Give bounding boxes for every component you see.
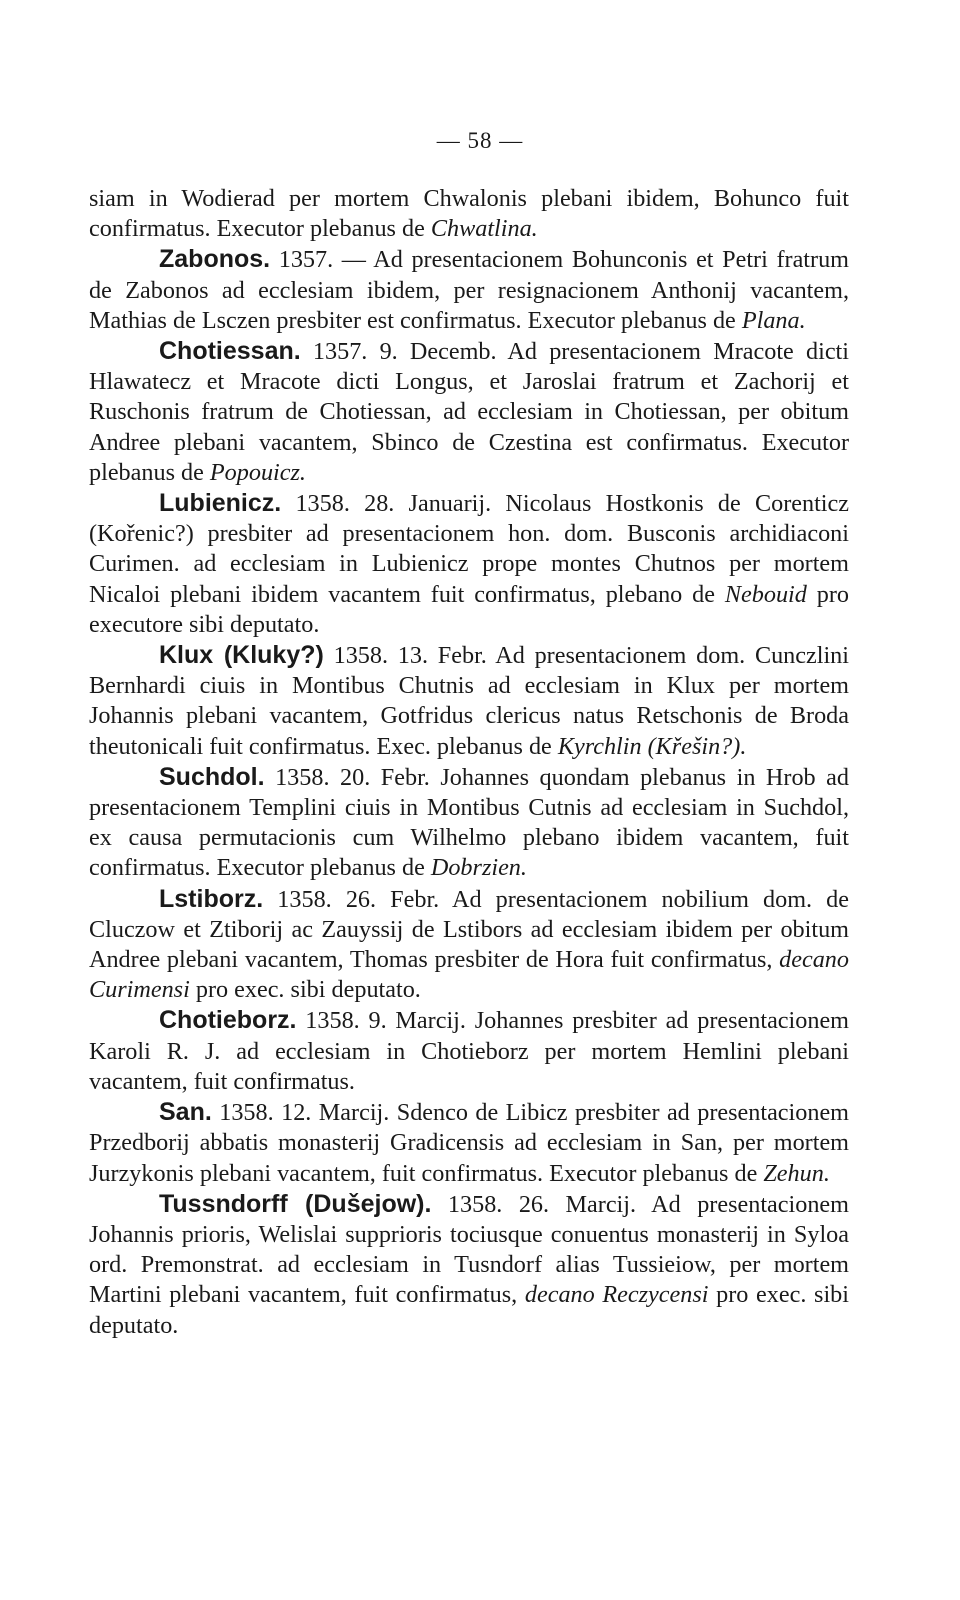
entry-paragraph	[89, 184, 849, 244]
place-heading: Klux (Kluky?)	[159, 641, 324, 670]
entry-text: 1358. 20. Febr. Johannes quondam plebanus in Hrob ad presentacionem Templini ciuis in Montibus Cutnis ad ecclesiam in Suchdol, ex causa permutacionis cum Wilhelmo plebano ibidem vacantem, fuit confirmatus. Executor plebanus de	[89, 763, 849, 882]
entry-paragraph	[89, 762, 849, 884]
italic-name: Zehun.	[763, 1159, 830, 1187]
place-heading: Chotiessan.	[159, 337, 301, 366]
entry-paragraph	[89, 488, 849, 640]
place-heading: San.	[159, 1098, 212, 1127]
entry-paragraph	[89, 884, 849, 1006]
entry-text: 1358. 12. Marcij. Sdenco de Libicz presbiter ad presentacionem Przedborij abbatis monasterij Gradicensis ad ecclesiam in San, per mortem Jurzykonis plebani vacantem, fuit confirmatus. Executor plebanus de	[89, 1099, 849, 1187]
entry-text: 1358. 9. Marcij. Johannes presbiter ad presentacionem Karoli R. J. ad ecclesiam in Chotieborz per mortem Hemlini plebani vacantem, fuit confirmatus.	[89, 1007, 849, 1095]
place-heading: Zabonos.	[159, 245, 271, 274]
entry-paragraph	[89, 244, 849, 336]
entry-text: pro exec. sibi deputato.	[89, 1281, 849, 1339]
italic-name: decano Reczycensi	[524, 1281, 709, 1309]
page-number: — 58 —	[436, 128, 524, 153]
italic-name: Kyrchlin (Křešin?).	[557, 732, 747, 760]
entry-text: siam in Wodierad per mortem Chwalonis plebani ibidem, Bohunco fuit confirmatus. Executor plebanus de	[89, 185, 849, 243]
entry-text: 1358. 28. Januarij. Nicolaus Hostkonis de Corenticz (Kořenic?) presbiter ad presentacionem hon. dom. Busconis archidiaconi Curimen. ad ecclesiam in Lubienicz prope montes Chutnos per mortem Nicaloi plebani ibidem vacantem fuit confirmatus, plebano de	[89, 490, 849, 608]
entry-paragraph	[89, 1005, 849, 1097]
page-text	[89, 184, 849, 1341]
entry-paragraph	[89, 640, 849, 762]
place-heading: Chotieborz.	[159, 1006, 297, 1035]
italic-name: decano Curimensi	[89, 946, 849, 1004]
entry-text: 1358. 26. Marcij. Ad presentacionem Johannis prioris, Welislai supprioris tociusque conuentus monasterij in Syloa ord. Premonstrat. ad ecclesiam in Tusndorf alias Tussieiow, per mortem Martini plebani vacantem, fuit confirmatus,	[89, 1190, 849, 1309]
entry-text: pro exec. sibi deputato.	[189, 976, 421, 1004]
italic-name: Popouicz.	[209, 458, 306, 486]
entry-paragraph	[89, 1097, 849, 1189]
entry-paragraph	[89, 1189, 849, 1341]
italic-name: Chwatlina.	[430, 215, 538, 243]
entry-text: 1357. — Ad presentacionem Bohunconis et Petri fratrum de Zabonos ad ecclesiam ibidem, per resignacionem Anthonij vacantem, Mathias de Lsczen presbiter est confirmatus. Executor plebanus de	[89, 246, 849, 334]
place-heading: Tussndorff (Dušejow).	[159, 1189, 432, 1218]
place-heading: Lstiborz.	[159, 884, 264, 913]
italic-name: Nebouid	[724, 580, 807, 608]
italic-name: Plana.	[741, 306, 806, 334]
place-heading: Lubienicz.	[159, 489, 282, 518]
place-heading: Suchdol.	[159, 762, 265, 791]
entry-text: 1358. 26. Febr. Ad presentacionem nobilium dom. de Cluczow et Ztiborij ac Zauyssij de Lstibors ad ecclesiam ibidem per obitum Andree plebani vacantem, Thomas presbiter de Hora fuit confirmatus,	[89, 885, 849, 974]
entry-text: 1357. 9. Decemb. Ad presentacionem Mracote dicti Hlawatecz et Mracote dicti Longus, et Jaroslai fratrum et Zachorij et Ruschonis fratrum de Chotiessan, ad ecclesiam in Chotiessan, per obitum Andree plebani vacantem, Sbinco de Czestina est confirmatus. Executor plebanus de	[89, 338, 849, 486]
entry-paragraph	[89, 336, 849, 488]
italic-name: Dobrzien.	[430, 854, 527, 882]
entry-text: 1358. 13. Febr. Ad presentacionem dom. Cunczlini Bernhardi ciuis in Montibus Chutnis ad ecclesiam in Klux per mortem Johannis plebani vacantem, Gotfridus clericus natus Retschonis de Broda theutonicali fuit confirmatus. Exec. plebanus de	[89, 642, 849, 760]
entry-text: pro executore sibi deputato.	[89, 580, 849, 638]
